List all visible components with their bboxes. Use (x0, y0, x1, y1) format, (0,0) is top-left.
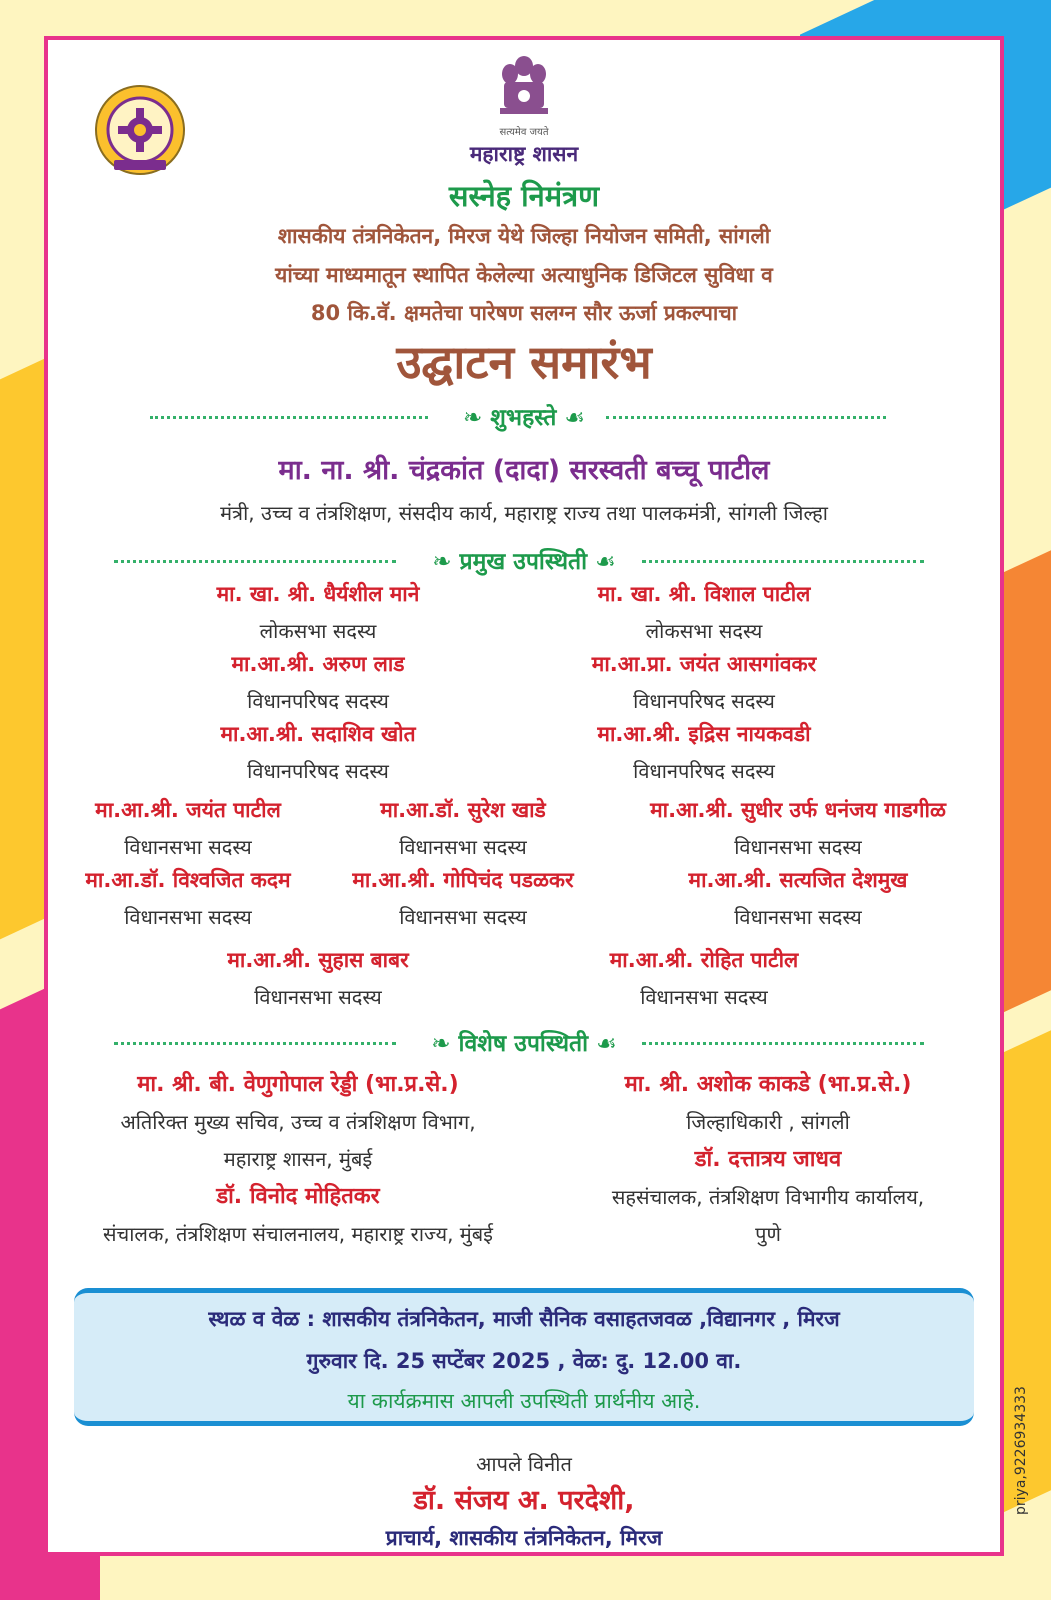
special-heading-text: विशेष उपस्थिती (458, 1031, 589, 1057)
signatory-name: डॉ. संजय अ. परदेशी, (413, 1485, 635, 1516)
event-title: उद्घाटन समारंभ (396, 335, 652, 389)
guest-name: मा.आ.श्री. सुहास बाबर (227, 948, 409, 972)
guest-entry (168, 650, 468, 714)
guest-name: मा.आ.श्री. जयंत पाटील (95, 798, 281, 822)
invitation-title: सस्नेह निमंत्रण (448, 179, 600, 213)
venue-box (74, 1288, 974, 1426)
intro-line-3: 80 कि.वॅ. क्षमतेचा पारेषण सलग्न सौर ऊर्जा प्रकल्पाचा (310, 301, 738, 325)
ornament-right-icon: ☙ (564, 405, 586, 431)
venue-request: या कार्यक्रमास आपली उपस्थिती प्रार्थनीय आहे. (347, 1389, 701, 1413)
chief-guest-designation: मंत्री, उच्च व तंत्रशिक्षण, संसदीय कार्य, महाराष्ट्र राज्य तथा पालकमंत्री, सांगली जिल्हा (220, 501, 828, 525)
guest-role: विधानसभा सदस्य (734, 835, 862, 859)
intro-line-1: शासकीय तंत्रनिकेतन, मिरज येथे जिल्हा नियोजन समिती, सांगली (277, 224, 771, 248)
special-guest-name: मा. श्री. अशोक काकडे (भा.प्र.से.) (624, 1072, 912, 1097)
guest-entry (554, 580, 854, 644)
guest-entry (168, 580, 468, 644)
ornament-right-icon: ☙ (596, 1031, 617, 1057)
special-guest-role: जिल्हाधिकारी , सांगली (686, 1110, 850, 1134)
special-guest-right (548, 1068, 988, 1247)
emblem-motto: सत्यमेव जयते (499, 127, 549, 138)
guest-role: विधानसभा सदस्य (124, 905, 252, 929)
guest-role: विधानसभा सदस्य (254, 985, 382, 1009)
guest-role: विधानपरिषद सदस्य (633, 759, 775, 783)
guest-entry (68, 866, 308, 930)
side-note: priya,9226934333 (1013, 1386, 1029, 1515)
guest-role: विधानसभा सदस्य (124, 835, 252, 859)
guest-role: विधानपरिषद सदस्य (633, 689, 775, 713)
ornament-left-icon: ❧ (432, 549, 452, 575)
special-guest-left (58, 1068, 538, 1247)
guest-entry (338, 866, 588, 930)
guest-entry (554, 720, 854, 784)
chief-guest-heading-text: शुभहस्ते (490, 405, 557, 431)
guest-role: विधानसभा सदस्य (399, 835, 527, 859)
national-emblem-icon (496, 52, 552, 124)
intro-line-2: यांच्या माध्यमातून स्थापित केलेल्या अत्याधुनिक डिजिटल सुविधा व (275, 263, 773, 287)
guest-name: मा. खा. श्री. विशाल पाटील (597, 582, 811, 606)
special-guest-name: डॉ. विनोद मोहितकर (216, 1184, 380, 1209)
special-guest-role: पुणे (755, 1222, 781, 1246)
guest-entry (338, 796, 588, 860)
guest-role: विधानपरिषद सदस्य (247, 689, 389, 713)
guest-role: विधानसभा सदस्य (399, 905, 527, 929)
chief-guest-name: मा. ना. श्री. चंद्रकांत (दादा) सरस्वती बच्चू पाटील (278, 455, 770, 486)
regards-text: आपले विनीत (476, 1452, 572, 1476)
special-guest-name: मा. श्री. बी. वेणुगोपाल रेड्डी (भा.प्र.से.) (137, 1072, 459, 1097)
guest-entry (168, 946, 468, 1010)
guest-entry (628, 796, 968, 860)
guest-name: मा.आ.श्री. इद्रिस नायकवडी (597, 722, 811, 746)
special-guest-role: सहसंचालक, तंत्रशिक्षण विभागीय कार्यालय, (611, 1185, 925, 1209)
guest-entry (168, 720, 468, 784)
ornament-left-icon: ❧ (462, 405, 483, 431)
venue-time: गुरुवार दि. 25 सप्टेंबर 2025 , वेळ: दु. 12.00 वा. (306, 1349, 742, 1373)
special-guest-role: संचालक, तंत्रशिक्षण संचालनालय, महाराष्ट्र राज्य, मुंबई (103, 1222, 493, 1246)
guest-name: मा.आ.डॉ. विश्वजित कदम (85, 868, 291, 892)
guest-entry (554, 946, 854, 1010)
guest-name: मा.आ.श्री. सुधीर उर्फ धनंजय गाडगीळ (650, 798, 946, 822)
invitation-card (44, 36, 1004, 1556)
guest-name: मा.आ.श्री. गोपिचंद पडळकर (352, 868, 574, 892)
special-guest-role: अतिरिक्त मुख्य सचिव, उच्च व तंत्रशिक्षण विभाग, (120, 1110, 476, 1134)
special-guest-role: महाराष्ट्र शासन, मुंबई (223, 1147, 373, 1171)
guest-name: मा. खा. श्री. धैर्यशील माने (216, 582, 420, 606)
guest-name: मा.आ.श्री. रोहित पाटील (609, 948, 799, 972)
guest-entry (554, 650, 854, 714)
special-guest-name: डॉ. दत्तात्रय जाधव (694, 1147, 842, 1172)
guest-name: मा.आ.श्री. सत्यजित देशमुख (688, 868, 908, 892)
divider-right (642, 560, 924, 563)
guest-role: विधानसभा सदस्य (734, 905, 862, 929)
guest-role: विधानपरिषद सदस्य (247, 759, 389, 783)
signatory-title: प्राचार्य, शासकीय तंत्रनिकेतन, मिरज (385, 1526, 663, 1550)
guest-entry (628, 866, 968, 930)
ornament-right-icon: ☙ (595, 549, 616, 575)
venue-place: स्थळ व वेळ : शासकीय तंत्रनिकेतन, माजी सैनिक वसाहतजवळ ,विद्यानगर , मिरज (208, 1307, 840, 1331)
guest-role: लोकसभा सदस्य (645, 619, 763, 643)
ornament-left-icon: ❧ (431, 1031, 451, 1057)
guest-role: विधानसभा सदस्य (640, 985, 768, 1009)
guest-name: मा.आ.श्री. अरुण लाड (231, 652, 405, 676)
guest-name: मा.आ.श्री. सदाशिव खोत (220, 722, 416, 746)
divider-right (606, 416, 886, 419)
guest-entry (68, 796, 308, 860)
guests-heading-text: प्रमुख उपस्थिती (459, 549, 588, 575)
guest-role: लोकसभा सदस्य (259, 619, 377, 643)
government-name: महाराष्ट्र शासन (469, 142, 579, 166)
guest-name: मा.आ.प्रा. जयंत आसगांवकर (591, 652, 817, 676)
divider-right (642, 1042, 924, 1045)
guest-name: मा.आ.डॉ. सुरेश खाडे (380, 798, 546, 822)
